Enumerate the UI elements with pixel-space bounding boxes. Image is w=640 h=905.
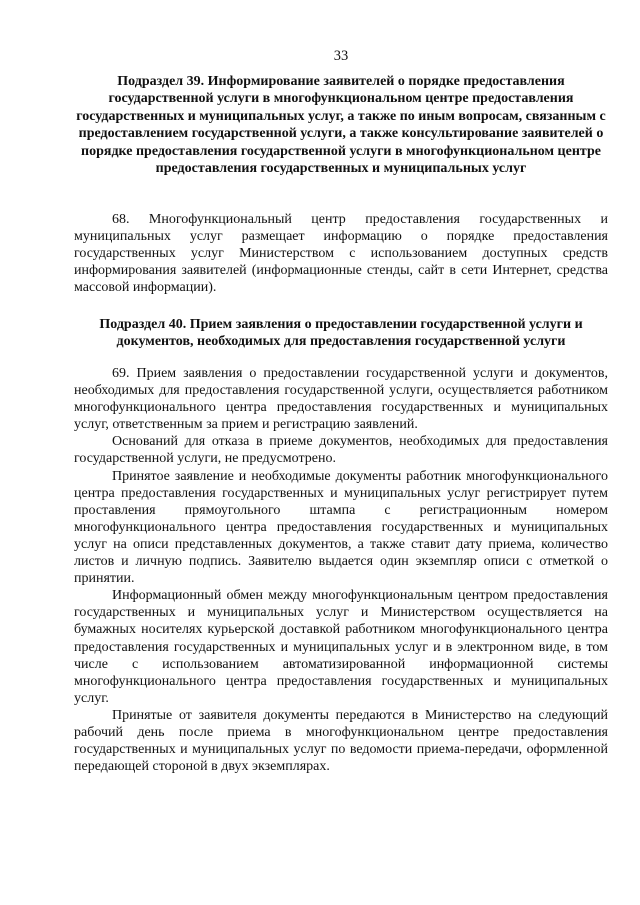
subsection-40-heading: Подраздел 40. Прием заявления о предоставлении государственной услуги и документов, необходимых для предоставления государственной услуги: [99, 317, 583, 350]
paragraph-69: 69. Прием заявления о предоставлении государственной услуги и документов, необходимых для предоставления государственной услуги, осуществляется работником многофункционального центра предоставления государственных и муниципальных услуг, ответственным за прием и регистрацию заявлений.: [74, 366, 608, 433]
page-number: 33: [333, 48, 349, 64]
subsection-40-body: [74, 365, 608, 775]
subsection-39-heading: Подраздел 39. Информирование заявителей о порядке предоставления государственной услуги в многофункциональном центре предоставления государственных и муниципальных услуг, а также по иным вопросам, связанным с предоставлением государственной услуги, а также консультирование заявителей о порядке предоставления государственной услуги в многофункциональном центре предоставления государственных и муниципальных услуг: [76, 74, 606, 177]
paragraph-registration: Принятое заявление и необходимые документы работник многофункционального центра предоставления государственных и муниципальных услуг регистрирует путем проставления прямоугольного штампа с регистрационным номером многофункционального центра предоставления государственных и муниципальных услуг на описи представленных документов, а также ставит дату приема, количество листов и личную подпись. Заявителю выдается один экземпляр описи с отметкой о принятии.: [74, 468, 608, 587]
paragraph-information-exchange: Информационный обмен между многофункциональным центром предоставления государственных и муниципальных услуг и Министерством осуществляется на бумажных носителях курьерской доставкой работником многофункционального центра предоставления государственных и муниципальных услуг и в электронном виде, в том числе с использованием автоматизированной информационной системы многофункционального центра предоставления государственных и муниципальных услуг.: [74, 588, 608, 706]
subsection-39-body: [74, 211, 608, 296]
paragraph-no-refusal-grounds: Оснований для отказа в приеме документов, необходимых для предоставления государственной услуги, не предусмотрено.: [74, 434, 608, 467]
paragraph-documents-transfer: Принятые от заявителя документы передаются в Министерство на следующий рабочий день после приема в многофункциональном центре предоставления государственных и муниципальных услуг по ведомости приема-передачи, оформленной передающей стороной в двух экземплярах.: [74, 707, 608, 775]
paragraph-68: 68. Многофункциональный центр предоставления государственных и муниципальных услуг размещает информацию о порядке предоставления государственных услуг Министерством с использованием доступных средств информирования заявителей (информационные стенды, сайт в сети Интернет, средства массовой информации).: [74, 212, 608, 296]
